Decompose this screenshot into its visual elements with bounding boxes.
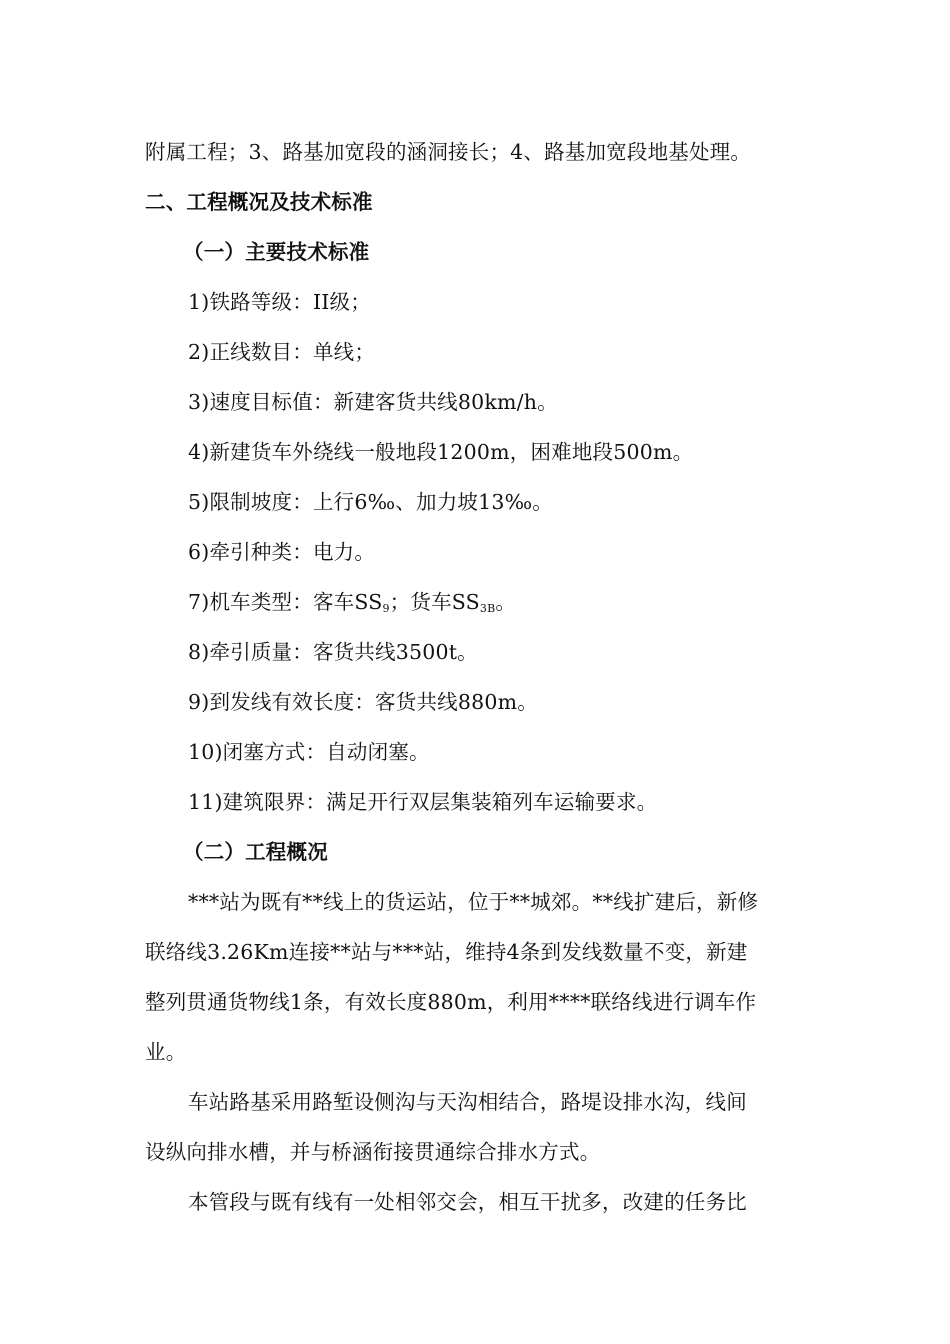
item-7-subscript-a: 9 (382, 602, 390, 615)
overview-paragraph-1-line-4: 业。 (145, 1040, 187, 1064)
standard-item-4: 4)新建货车外绕线一般地段1200m，困难地段500m。 (188, 440, 694, 464)
overview-paragraph-1-line-3: 整列贯通货物线1条，有效长度880m，利用****联络线进行调车作 (145, 990, 757, 1014)
standard-item-2: 2)正线数目：单线； (188, 340, 376, 364)
standard-item-3: 3)速度目标值：新建客货共线80km/h。 (188, 390, 558, 414)
section-heading: 二、工程概况及技术标准 (145, 190, 373, 214)
overview-paragraph-2-line-1: 车站路基采用路堑设侧沟与天沟相结合，路堤设排水沟，线间 (188, 1090, 747, 1114)
item-7-middle: ；货车SS (389, 590, 480, 614)
item-7-subscript-b: 3B (479, 602, 496, 615)
overview-paragraph-1-line-1: ***站为既有**线上的货运站，位于**城郊。**线扩建后，新修 (188, 890, 759, 914)
standard-item-9: 9)到发线有效长度：客货共线880m。 (188, 690, 538, 714)
overview-paragraph-2-line-2: 设纵向排水槽，并与桥涵衔接贯通综合排水方式。 (145, 1140, 601, 1164)
standard-item-6: 6)牵引种类：电力。 (188, 540, 376, 564)
standard-item-11: 11)建筑限界：满足开行双层集装箱列车运输要求。 (188, 790, 658, 814)
overview-paragraph-3-line-1: 本管段与既有线有一处相邻交会，相互干扰多，改建的任务比 (188, 1190, 747, 1214)
standard-item-1: 1)铁路等级：II级； (188, 290, 371, 314)
standard-item-7 (188, 587, 853, 617)
overview-paragraph-1-line-2: 联络线3.26Km连接**站与***站，维持4条到发线数量不变，新建 (145, 940, 748, 964)
subsection-2-heading: （二）工程概况 (183, 840, 328, 864)
item-7-prefix: 7)机车类型：客车SS (188, 590, 383, 614)
standard-item-8: 8)牵引质量：客货共线3500t。 (188, 640, 478, 664)
subsection-1-heading: （一）主要技术标准 (183, 240, 370, 264)
standard-item-10: 10)闭塞方式：自动闭塞。 (188, 740, 430, 764)
item-7-suffix: 。 (495, 590, 517, 614)
continuation-line: 附属工程；3、路基加宽段的涵洞接长；4、路基加宽段地基处理。 (145, 140, 752, 164)
standard-item-5: 5)限制坡度：上行6‰、加力坡13‰。 (188, 490, 553, 514)
